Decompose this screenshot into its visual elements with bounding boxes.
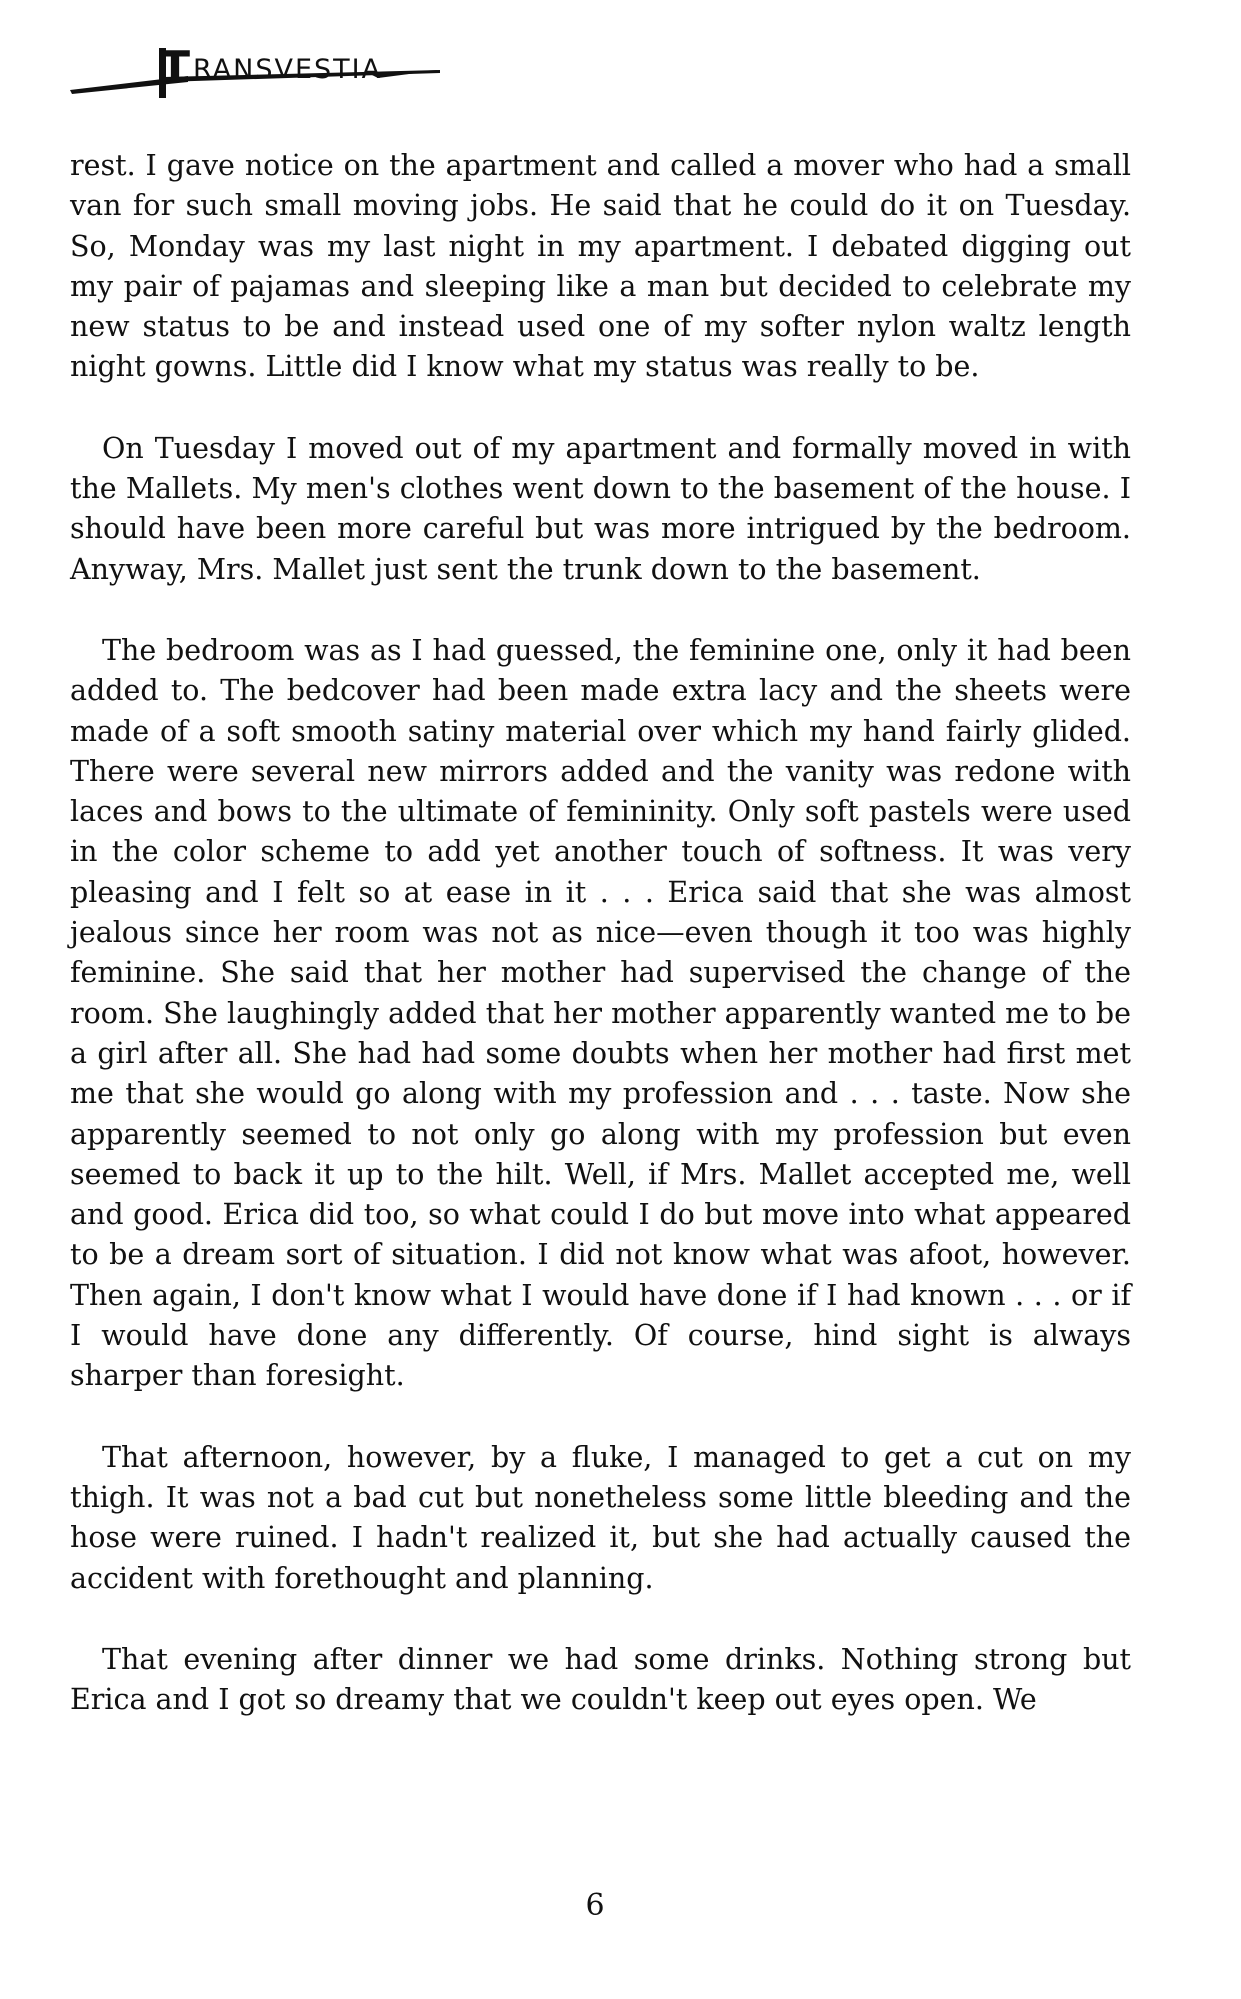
paragraph-5: That evening after dinner we had some drinks. Nothing strong but Erica and I got so dreamy that we couldn't keep out eyes open. We — [70, 1642, 1131, 1717]
paragraph-3: The bedroom was as I had guessed, the feminine one, only it had been added to. The bedcover had been made extra lacy and the sheets were made of a soft smooth satiny material over which my hand fairly glided. There were several new mirrors added and the vanity was redone with laces and bows to the ultimate of femininity. Only soft pastels were used in the color scheme to add yet another touch of softness. It was very pleasing and I felt so at ease in it . . . Erica said that she was almost jealous since her room was not as nice—even though it too was highly feminine. She said that her mother had supervised the change of the room. She laughingly added that her mother apparently wanted me to be a girl after all. She had had some doubts when her mother had first met me that she would go along with my profession and . . . taste. Now she apparently seemed to not only go along with my profession but even seemed to back it up to the hilt. Well, if Mrs. Mallet accepted me, well and good. Erica did too, so what could I do but move into what appeared to be a dream sort of situation. I did not know what was afoot, however. Then again, I don't know what I would have done if I had known . . . or if I would have done any differently. Of course, hind sight is always sharper than foresight. — [70, 633, 1131, 1393]
masthead-rest: RANSVESTIA — [193, 54, 383, 85]
page-number: 6 — [585, 1888, 605, 1923]
masthead-title — [160, 42, 383, 93]
masthead-logo — [68, 30, 448, 100]
paragraph-2: On Tuesday I moved out of my apartment and formally moved in with the Mallets. My men's clothes went down to the basement of the house. I should have been more careful but was more intrigued by the bedroom. Anyway, Mrs. Mallet just sent the trunk down to the basement. — [70, 431, 1131, 586]
body-text — [70, 146, 1131, 1720]
paragraph-1: rest. I gave notice on the apartment and called a mover who had a small van for such small moving jobs. He said that he could do it on Tuesday. So, Monday was my last night in my apartment. I debated digging out my pair of pajamas and sleeping like a man but decided to celebrate my new status to be and instead used one of my softer nylon waltz length night gowns. Little did I know what my status was really to be. — [70, 149, 1131, 384]
paragraph-4: That afternoon, however, by a fluke, I managed to get a cut on my thigh. It was not a bad cut but nonetheless some little bleeding and the hose were ruined. I hadn't realized it, but she had actually caused the accident with forethought and planning. — [70, 1440, 1131, 1595]
masthead-initial: T — [160, 42, 193, 93]
